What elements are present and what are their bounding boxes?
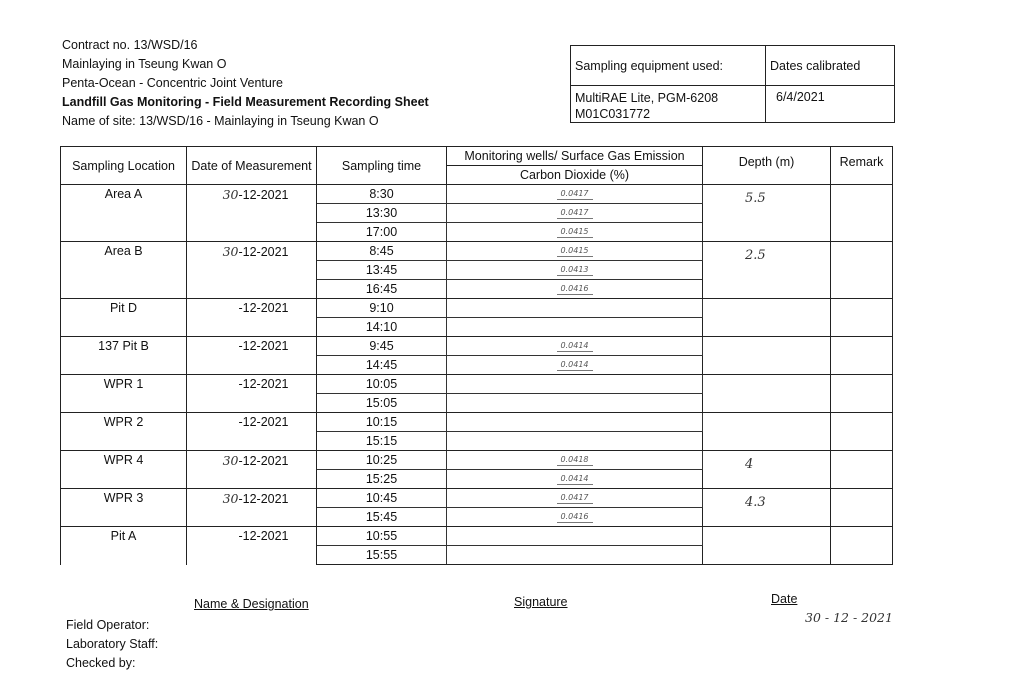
table-row [61, 489, 893, 508]
sampling-time-cell: 10:45 [317, 489, 447, 508]
date-month-year: -12-2021 [238, 339, 289, 353]
measurement-table [60, 146, 893, 565]
depth-handwritten-value: 4.3 [745, 495, 766, 510]
col-monitoring-header: Monitoring wells/ Surface Gas Emission [447, 147, 703, 166]
sampling-time-cell: 13:45 [317, 261, 447, 280]
sampling-time-cell: 14:45 [317, 356, 447, 375]
equipment-box [570, 45, 895, 123]
co2-handwritten-value: 0.0417 [557, 208, 593, 219]
date-cell [187, 337, 317, 375]
sampling-time-cell: 10:25 [317, 451, 447, 470]
sampling-time-cell: 15:25 [317, 470, 447, 489]
depth-handwritten-value: 4 [745, 457, 754, 472]
remark-cell [831, 413, 893, 451]
location-cell: Area B [61, 242, 187, 299]
date-day-handwritten: 30 [222, 491, 239, 506]
depth-cell [703, 451, 831, 489]
sampling-time-cell: 16:45 [317, 280, 447, 299]
depth-cell [703, 375, 831, 413]
date-cell [187, 185, 317, 242]
date-day-handwritten: 30 [222, 453, 239, 468]
location-cell: WPR 4 [61, 451, 187, 489]
date-month-year: -12-2021 [238, 415, 289, 429]
co2-value-cell [447, 489, 703, 508]
location-cell: WPR 1 [61, 375, 187, 413]
co2-value-cell [447, 413, 703, 432]
sampling-time-cell: 15:15 [317, 432, 447, 451]
co2-value-cell [447, 299, 703, 318]
equipment-value: MultiRAE Lite, PGM-6208 M01C031772 [571, 86, 766, 123]
co2-value-cell [447, 223, 703, 242]
co2-value-cell [447, 375, 703, 394]
co2-value-cell [447, 318, 703, 337]
sampling-time-cell: 9:45 [317, 337, 447, 356]
co2-handwritten-value: 0.0415 [557, 227, 593, 238]
depth-cell [703, 242, 831, 299]
sampling-time-cell: 15:05 [317, 394, 447, 413]
table-row [61, 337, 893, 356]
depth-cell [703, 337, 831, 375]
table-row [61, 375, 893, 394]
co2-value-cell [447, 432, 703, 451]
sampling-time-cell: 15:45 [317, 508, 447, 527]
location-cell: Pit D [61, 299, 187, 337]
sampling-time-cell: 15:55 [317, 546, 447, 565]
sampling-time-cell: 14:10 [317, 318, 447, 337]
co2-value-cell [447, 280, 703, 299]
depth-cell [703, 527, 831, 565]
signature-label: Signature [514, 595, 568, 609]
co2-handwritten-value: 0.0414 [557, 474, 593, 485]
remark-cell [831, 337, 893, 375]
co2-handwritten-value: 0.0416 [557, 512, 593, 523]
table-row [61, 451, 893, 470]
date-cell [187, 489, 317, 527]
co2-value-cell [447, 508, 703, 527]
table-row [61, 185, 893, 204]
col-depth-header: Depth (m) [703, 147, 831, 185]
table-row [61, 413, 893, 432]
sampling-time-cell: 8:45 [317, 242, 447, 261]
date-month-year: -12-2021 [238, 529, 289, 543]
date-month-year: -12-2021 [238, 188, 289, 202]
col-location-header: Sampling Location [61, 147, 187, 185]
co2-value-cell [447, 394, 703, 413]
remark-cell [831, 242, 893, 299]
col-time-header: Sampling time [317, 147, 447, 185]
date-day-handwritten: 30 [222, 187, 239, 202]
depth-handwritten-value: 2.5 [745, 248, 766, 263]
co2-handwritten-value: 0.0414 [557, 341, 593, 352]
co2-handwritten-value: 0.0413 [557, 265, 593, 276]
table-row [61, 242, 893, 261]
co2-value-cell [447, 337, 703, 356]
site-name: Name of site: 13/WSD/16 - Mainlaying in Tseung Kwan O [62, 114, 379, 128]
col-date-header: Date of Measurement [187, 147, 317, 185]
date-month-year: -12-2021 [238, 454, 289, 468]
date-cell [187, 375, 317, 413]
co2-handwritten-value: 0.0416 [557, 284, 593, 295]
date-cell [187, 451, 317, 489]
sampling-time-cell: 8:30 [317, 185, 447, 204]
date-day-handwritten: 30 [222, 244, 239, 259]
depth-cell [703, 299, 831, 337]
sheet-title: Landfill Gas Monitoring - Field Measurement Recording Sheet [62, 95, 429, 109]
co2-value-cell [447, 546, 703, 565]
co2-handwritten-value: 0.0415 [557, 246, 593, 257]
date-label: Date [771, 592, 798, 606]
remark-cell [831, 489, 893, 527]
laboratory-staff-label: Laboratory Staff: [66, 637, 159, 651]
depth-handwritten-value: 5.5 [745, 191, 766, 206]
co2-value-cell [447, 204, 703, 223]
col-remark-header: Remark [831, 147, 893, 185]
date-cell [187, 299, 317, 337]
co2-value-cell [447, 242, 703, 261]
co2-value-cell [447, 451, 703, 470]
location-cell: 137 Pit B [61, 337, 187, 375]
sampling-time-cell: 10:05 [317, 375, 447, 394]
depth-cell [703, 185, 831, 242]
co2-handwritten-value: 0.0417 [557, 189, 593, 200]
co2-value-cell [447, 356, 703, 375]
table-row [61, 299, 893, 318]
co2-value-cell [447, 261, 703, 280]
sampling-time-cell: 13:30 [317, 204, 447, 223]
project-name: Mainlaying in Tseung Kwan O [62, 57, 227, 71]
checked-by-label: Checked by: [66, 656, 136, 670]
location-cell: Area A [61, 185, 187, 242]
date-cell [187, 242, 317, 299]
sampling-time-cell: 9:10 [317, 299, 447, 318]
contract-number: Contract no. 13/WSD/16 [62, 38, 198, 52]
co2-value-cell [447, 185, 703, 204]
remark-cell [831, 527, 893, 565]
equipment-label: Sampling equipment used: [571, 46, 766, 86]
date-month-year: -12-2021 [238, 492, 289, 506]
sampling-time-cell: 10:55 [317, 527, 447, 546]
depth-cell [703, 413, 831, 451]
co2-handwritten-value: 0.0417 [557, 493, 593, 504]
table-row [61, 527, 893, 546]
date-cell [187, 413, 317, 451]
sampling-time-cell: 17:00 [317, 223, 447, 242]
date-month-year: -12-2021 [238, 301, 289, 315]
location-cell: WPR 2 [61, 413, 187, 451]
co2-value-cell [447, 527, 703, 546]
remark-cell [831, 185, 893, 242]
co2-value-cell [447, 470, 703, 489]
remark-cell [831, 299, 893, 337]
footer-date-value: 30 - 12 - 2021 [805, 610, 893, 625]
calibrated-label: Dates calibrated [766, 46, 895, 86]
calibrated-value: 6/4/2021 [766, 86, 895, 123]
co2-handwritten-value: 0.0418 [557, 455, 593, 466]
sampling-time-cell: 10:15 [317, 413, 447, 432]
contractor-name: Penta-Ocean - Concentric Joint Venture [62, 76, 283, 90]
field-operator-label: Field Operator: [66, 618, 150, 632]
remark-cell [831, 451, 893, 489]
co2-handwritten-value: 0.0414 [557, 360, 593, 371]
date-cell [187, 527, 317, 565]
name-designation-label: Name & Designation [194, 597, 309, 611]
location-cell: Pit A [61, 527, 187, 565]
date-month-year: -12-2021 [238, 377, 289, 391]
remark-cell [831, 375, 893, 413]
date-month-year: -12-2021 [238, 245, 289, 259]
location-cell: WPR 3 [61, 489, 187, 527]
col-co2-header: Carbon Dioxide (%) [447, 166, 703, 185]
depth-cell [703, 489, 831, 527]
